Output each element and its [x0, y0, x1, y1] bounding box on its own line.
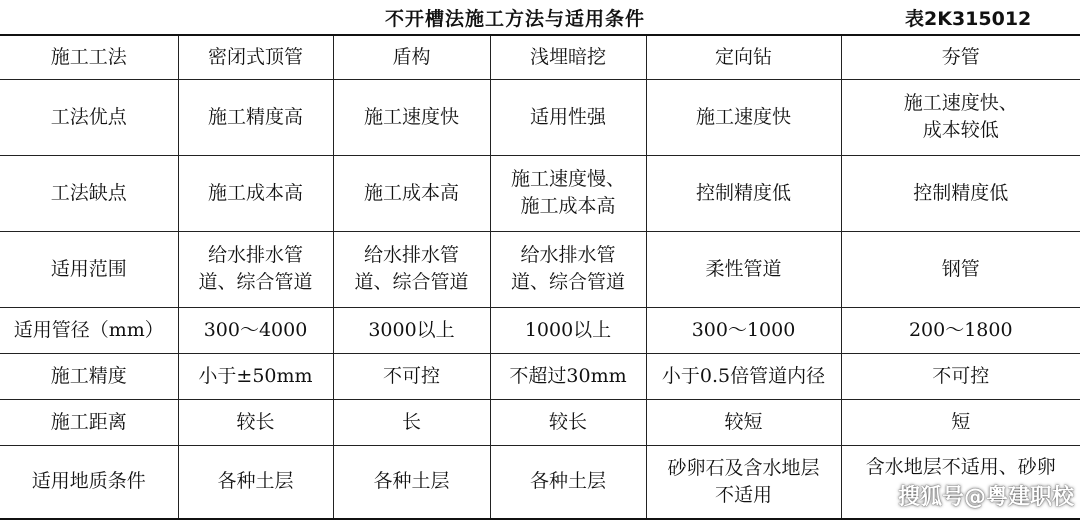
- table-cell: 较长: [178, 399, 333, 445]
- table-cell: 施工速度快: [333, 79, 490, 155]
- table-cell: 施工速度慢、 施工成本高: [490, 155, 646, 231]
- table-cell: 200～1800: [841, 307, 1080, 353]
- row-label: 施工精度: [0, 353, 178, 399]
- table-caption: [0, 0, 1080, 34]
- table-cell: 不超过30mm: [490, 353, 646, 399]
- table-cell: 控制精度低: [841, 155, 1080, 231]
- table-cell: 柔性管道: [646, 231, 841, 307]
- table-cell: 3000以上: [333, 307, 490, 353]
- row-label: 适用范围: [0, 231, 178, 307]
- table-cell: 1000以上: [490, 307, 646, 353]
- table-cell: 给水排水管 道、综合管道: [333, 231, 490, 307]
- table-cell: 短: [841, 399, 1080, 445]
- table-row: [0, 307, 1080, 353]
- header-cell: 浅埋暗挖: [490, 35, 646, 79]
- table-cell: 不可控: [333, 353, 490, 399]
- table-cell: 含水地层不适用、砂卵: [841, 445, 1080, 519]
- header-cell: 定向钻: [646, 35, 841, 79]
- table-row: [0, 399, 1080, 445]
- row-label: 施工距离: [0, 399, 178, 445]
- header-cell: 密闭式顶管: [178, 35, 333, 79]
- table-number: 表2K315012: [905, 8, 1032, 30]
- table-cell: 不可控: [841, 353, 1080, 399]
- table-cell: 小于0.5倍管道内径: [646, 353, 841, 399]
- table-row: [0, 155, 1080, 231]
- table-cell: 施工精度高: [178, 79, 333, 155]
- table-cell: 给水排水管 道、综合管道: [490, 231, 646, 307]
- table-row: [0, 231, 1080, 307]
- table-cell: 300～4000: [178, 307, 333, 353]
- table-cell: 砂卵石及含水地层 不适用: [646, 445, 841, 519]
- table-cell: 施工成本高: [178, 155, 333, 231]
- row-label: 工法优点: [0, 79, 178, 155]
- table-cell: 各种土层: [178, 445, 333, 519]
- table-cell: 控制精度低: [646, 155, 841, 231]
- row-label: 工法缺点: [0, 155, 178, 231]
- table-cell: 各种土层: [333, 445, 490, 519]
- table-title: 不开槽法施工方法与适用条件: [385, 8, 646, 30]
- table-cell: 适用性强: [490, 79, 646, 155]
- table-cell: 300～1000: [646, 307, 841, 353]
- table-cell: 较短: [646, 399, 841, 445]
- table-row: [0, 353, 1080, 399]
- header-cell: 夯管: [841, 35, 1080, 79]
- table-row: [0, 79, 1080, 155]
- table-cell: 小于±50mm: [178, 353, 333, 399]
- table-cell: 较长: [490, 399, 646, 445]
- header-cell: 盾构: [333, 35, 490, 79]
- row-label: 适用管径（mm）: [0, 307, 178, 353]
- table-header-row: [0, 35, 1080, 79]
- row-label: 适用地质条件: [0, 445, 178, 519]
- table-cell: 施工速度快: [646, 79, 841, 155]
- header-cell: 施工工法: [0, 35, 178, 79]
- construction-methods-table: [0, 34, 1080, 520]
- table-cell: 各种土层: [490, 445, 646, 519]
- watermark: 搜狐号@粤建职校: [897, 485, 1074, 510]
- table-cell: 施工速度快、 成本较低: [841, 79, 1080, 155]
- table-cell: 钢管: [841, 231, 1080, 307]
- table-cell: 给水排水管 道、综合管道: [178, 231, 333, 307]
- table-cell: 施工成本高: [333, 155, 490, 231]
- table-cell: 长: [333, 399, 490, 445]
